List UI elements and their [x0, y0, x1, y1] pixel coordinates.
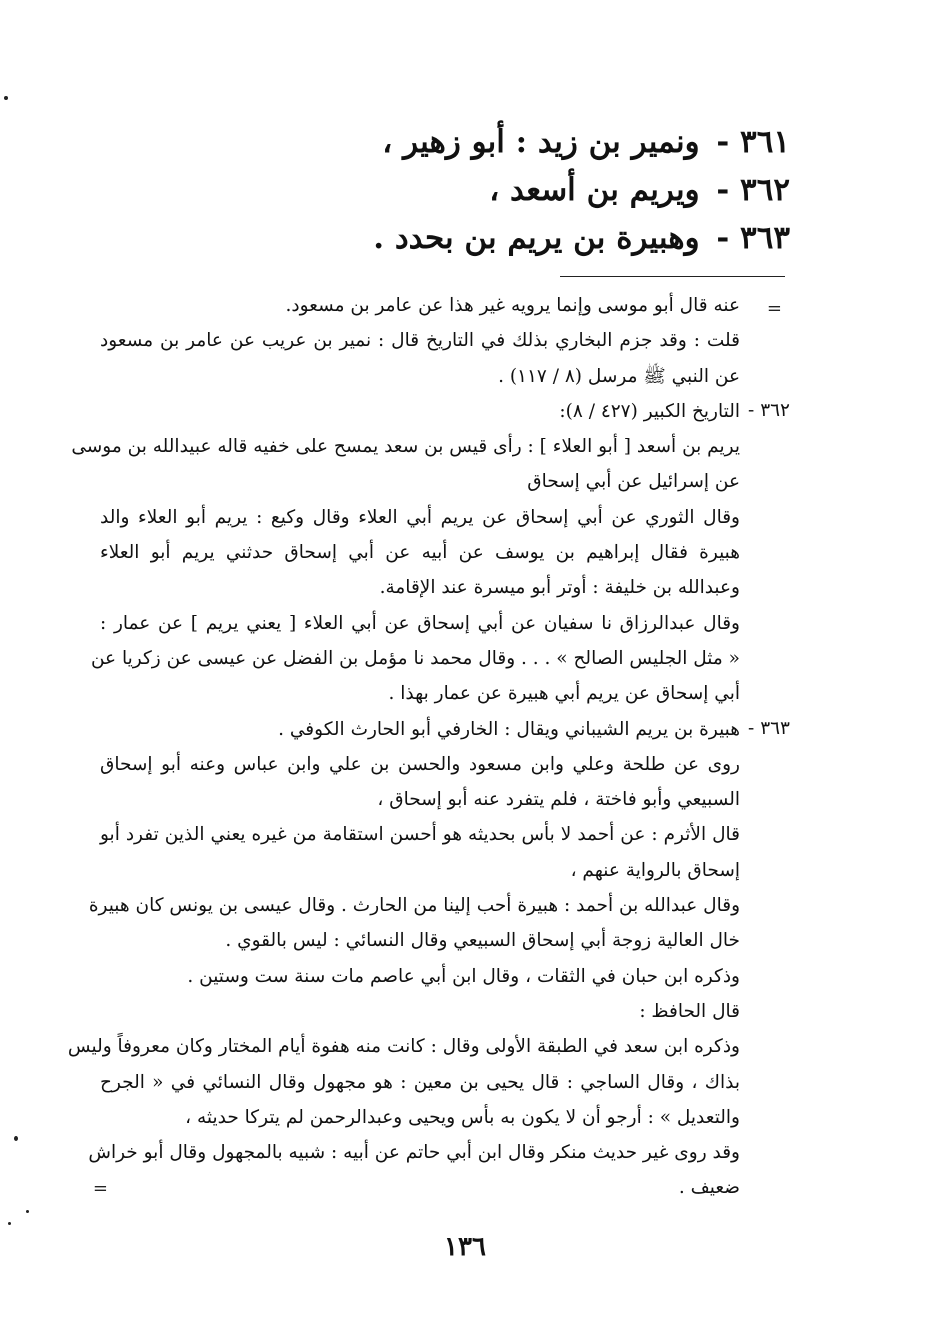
note-363-number: ٣٦٣ -: [748, 718, 790, 739]
footnote-line: ضعيف .: [678, 1177, 740, 1199]
footnote-line: وقال عبدالله بن أحمد : هبيرة أحب إلينا من الحارث . وقال عيسى بن يونس كان هبيرة: [88, 895, 740, 917]
entry-text: ونمير بن زيد : أبو زهير ،: [382, 124, 700, 160]
continuation-mark-bottom: =: [92, 1178, 108, 1199]
footnote-line: روى عن طلحة وعلي وابن مسعود والحسن بن علي وابن عباس وعنه أبو إسحاق: [100, 753, 740, 775]
scan-speck: [8, 1222, 11, 1225]
entry-363: [90, 214, 790, 262]
page-number: ١٣٦: [444, 1232, 486, 1262]
entry-number: ٣٦١ -: [716, 124, 790, 160]
main-entries: [90, 118, 790, 262]
entry-number: ٣٦٣ -: [716, 220, 790, 256]
footnote-line: وقد روى غير حديث منكر وقال ابن أبي حاتم عن أبيه : شبيه بالمجهول وقال أبو خراش: [88, 1142, 740, 1164]
footnote-line: بذاك ، وقال الساجي : قال يحيى بن معين : هو مجهول وقال النسائي في « الجرح: [100, 1071, 740, 1093]
entry-text: وهبيرة بن يريم بن بحدد .: [373, 220, 700, 256]
footnote-line: قلت : وقد جزم البخاري بذلك في التاريخ قال : نمير بن عريب عن عامر بن مسعود: [100, 330, 740, 352]
entry-362: [90, 166, 790, 214]
entry-text: ويريم بن أسعد ،: [489, 172, 700, 208]
entry-361: [90, 118, 790, 166]
note-362-number: ٣٦٢ -: [748, 400, 790, 421]
continuation-mark-top: =: [766, 298, 782, 319]
footnotes: [67, 288, 740, 1206]
footnote-line: هبيرة فقال إبراهيم بن يوسف عن أبيه عن أبي إسحاق حدثني يريم أبو العلاء: [100, 542, 740, 564]
footnote-divider: [560, 276, 785, 277]
footnote-line: قال الحافظ :: [639, 1000, 740, 1022]
footnote-line: أبي إسحاق عن يريم أبي هبيرة عن عمار بهذا .: [388, 683, 740, 705]
footnote-line: عنه قال أبو موسى وإنما يرويه غير هذا عن عامر بن مسعود.: [285, 295, 740, 316]
footnote-line: عن النبي ﷺ مرسل (٨ / ١١٧) .: [498, 365, 740, 387]
footnote-line: عن إسرائيل عن أبي إسحاق: [527, 471, 740, 493]
scan-speck: [4, 96, 8, 100]
scan-speck: [26, 1210, 29, 1213]
footnote-line: وعبدالله بن خليفة : أوتر أبو ميسرة عند الإقامة.: [379, 577, 740, 599]
footnote-line: السبيعي وأبو فاختة ، فلم يتفرد عنه أبو إسحاق ،: [377, 789, 740, 811]
footnote-line: خال العالية زوجة أبي إسحاق السبيعي وقال النسائي : ليس بالقوي .: [225, 930, 740, 952]
footnote-line: قال الأثرم : عن أحمد لا بأس بحديثه هو أحسن استقامة من غيره يعني الذين تفرد أبو: [100, 824, 740, 846]
footnote-line: إسحاق بالرواية عنهم ،: [570, 859, 740, 881]
entry-number: ٣٦٢ -: [716, 172, 790, 208]
footnote-line: وذكره ابن سعد في الطبقة الأولى وقال : كانت منه هفوة أيام المختار وكان معروفاً وليس: [67, 1036, 740, 1058]
footnote-line: وقال الثوري عن أبي إسحاق عن يريم أبي العلاء وقال وكيع : يريم أبو العلاء والد: [100, 506, 740, 528]
note-363-heading: هبيرة بن يريم الشيباني ويقال : الخارفي أبو الحارث الكوفي .: [278, 718, 740, 740]
footnote-line: « مثل الجليس الصالح » . . . وقال محمد نا مؤمل بن الفضل عن عيسى عن زكريا عن: [90, 647, 740, 669]
footnote-line: وذكره ابن حبان في الثقات ، وقال ابن أبي عاصم مات سنة ست وستين .: [187, 965, 740, 987]
footnote-line: والتعديل » : أرجو أن لا يكون به بأس ويحيى وعبدالرحمن لم يتركا حديثه ،: [185, 1106, 740, 1128]
note-362-heading: التاريخ الكبير (٤٢٧ / ٨):: [559, 400, 740, 422]
footnote-line: وقال عبدالرزاق نا سفيان عن أبي إسحاق عن أبي العلاء [ يعني يريم ] عن عمار :: [100, 612, 740, 634]
footnote-line: يريم بن أسعد [ أبو العلاء ] : رأى قيس بن سعد يمسح على خفيه قاله عبيدالله بن موسى: [71, 436, 740, 458]
scan-speck: [14, 1136, 18, 1141]
